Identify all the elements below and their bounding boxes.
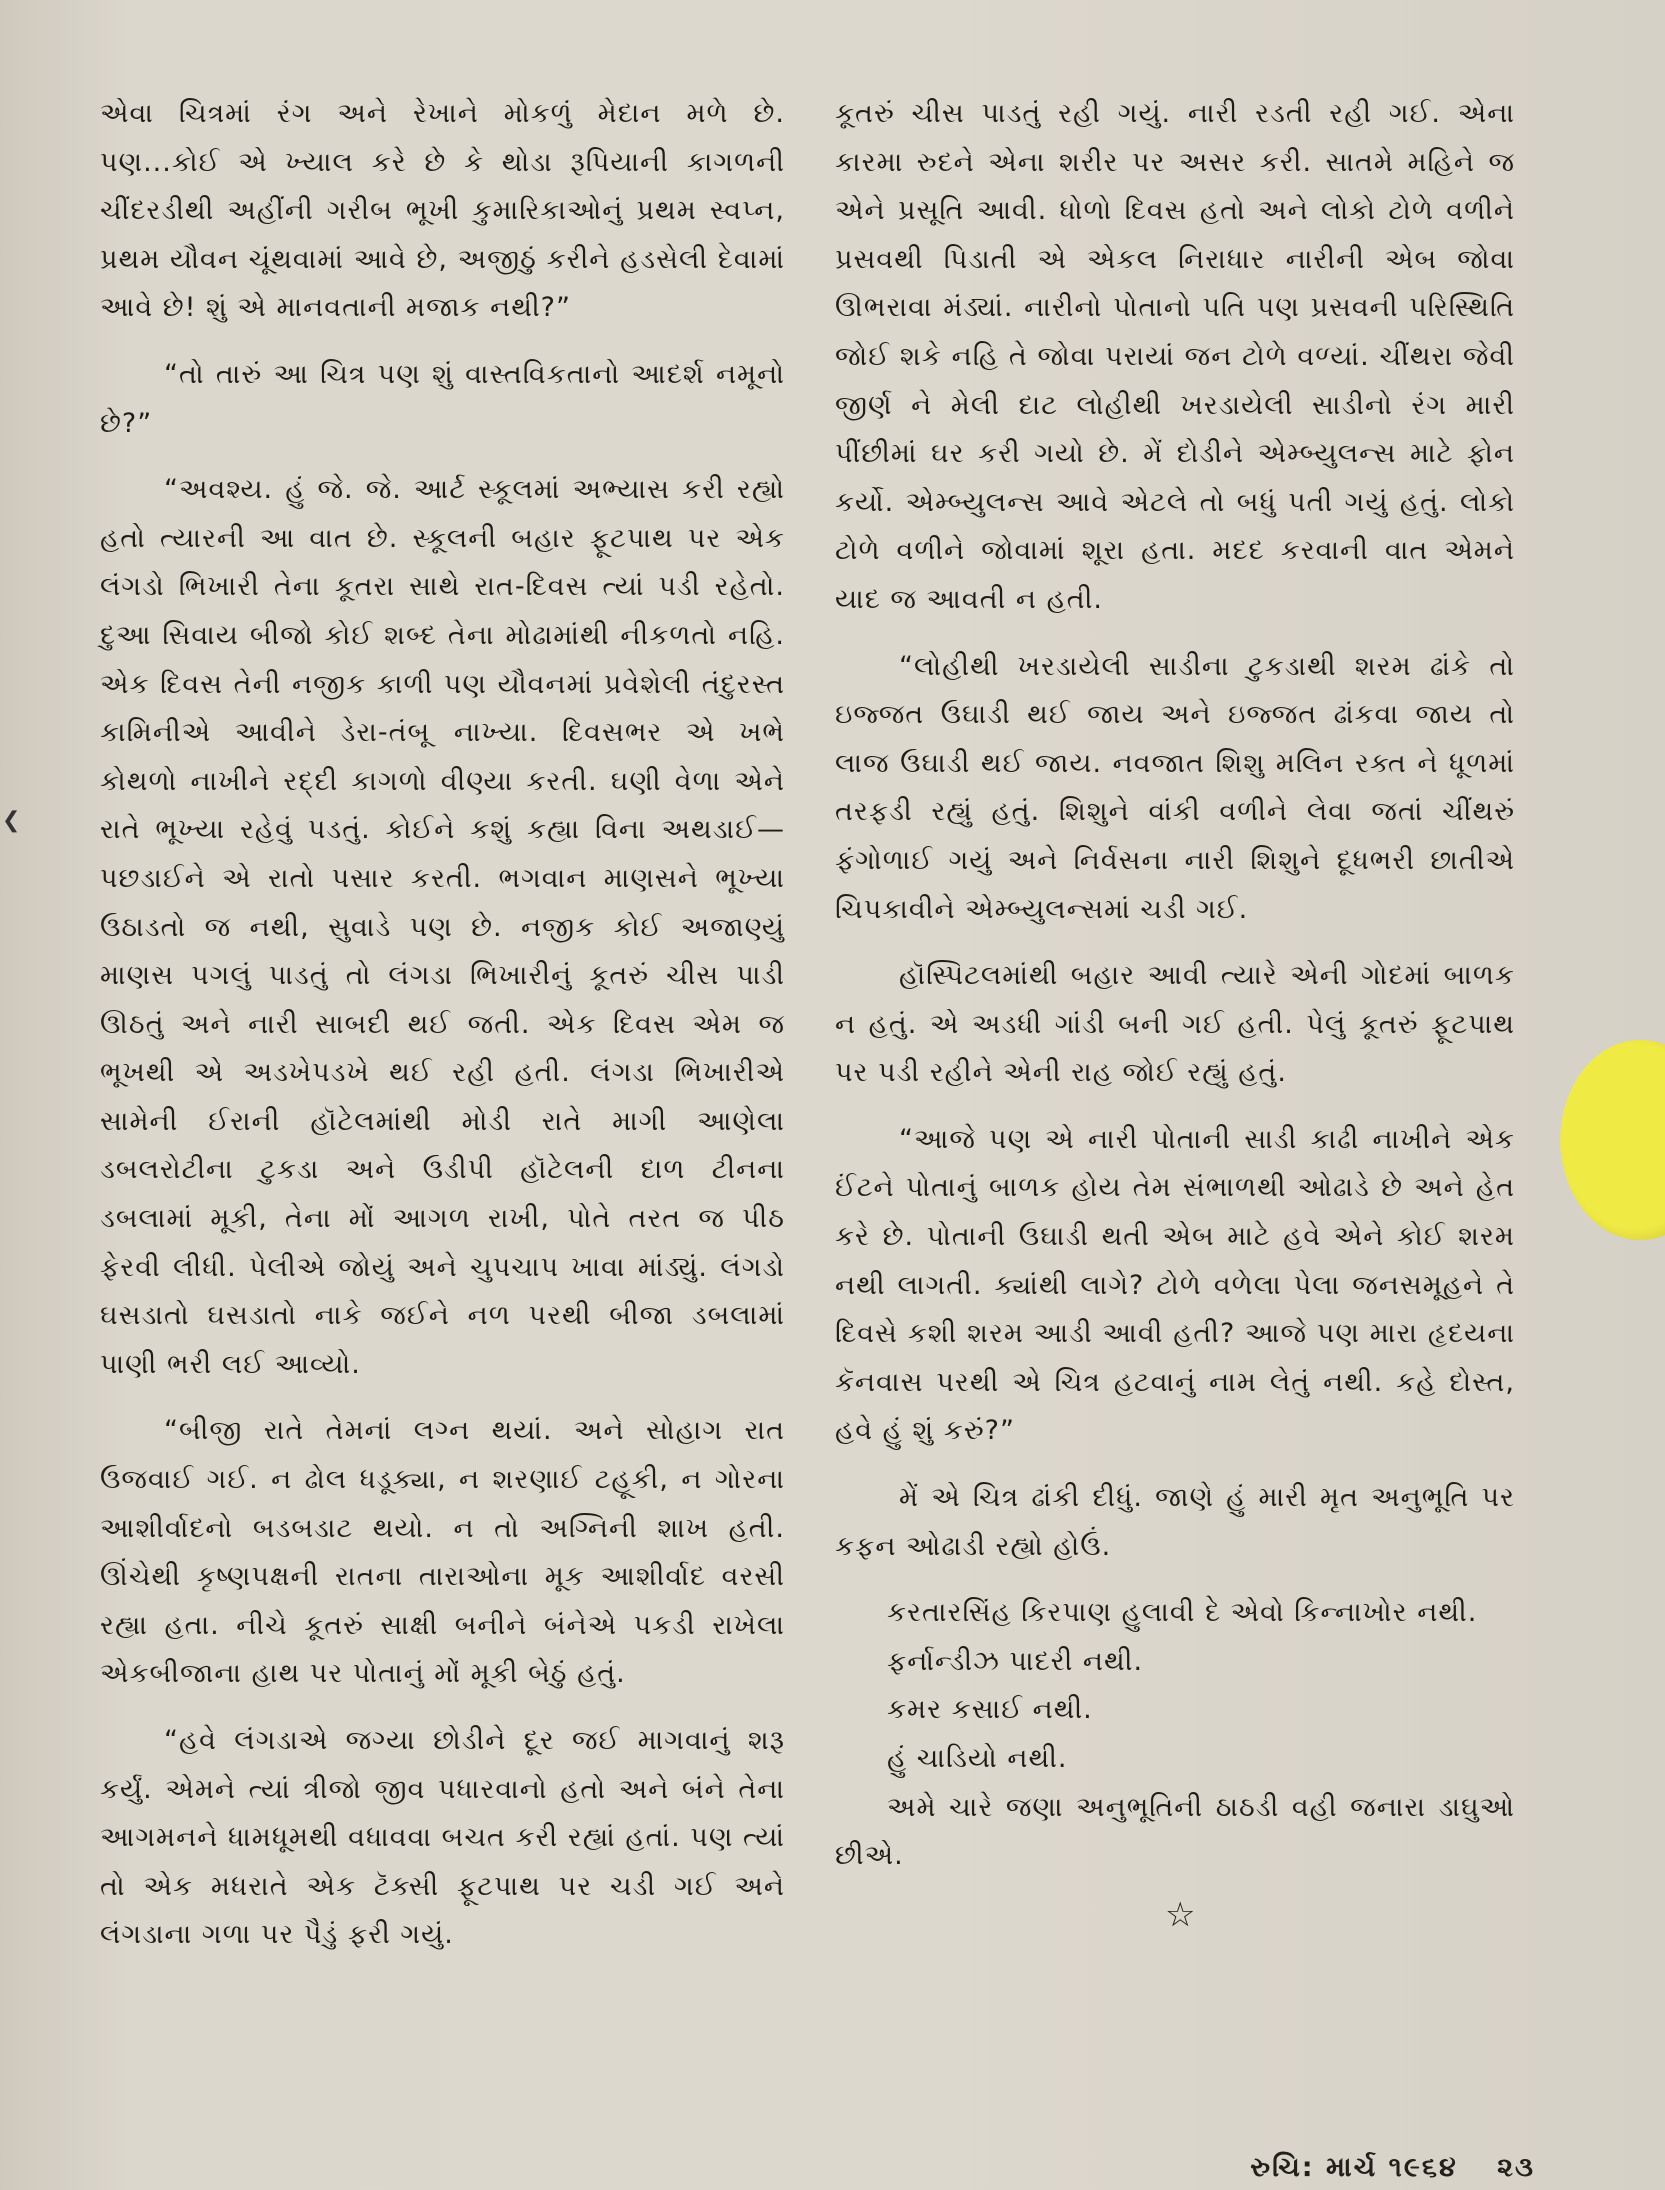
page-edge-mark: ❮: [2, 808, 21, 833]
paragraph-right-1: કૂતરું ચીસ પાડતું રહી ગયું. નારી રડતી રહી ગઈ. એના કારમા રુદને એના શરીર પર અસર કરી. સાતમે મહિને જ એને પ્રસૂતિ આવી. ધોળો દિવસ હતો અને લોકો ટોળે વળીને પ્રસવથી પિડાતી એ એકલ નિરાધાર નારીની એબ જોવા ઊભરાવા મંડ્યાં. નારીનો પોતાનો પતિ પણ પ્રસવની પરિસ્થિતિ જોઈ શકે નહિ તે જોવા પરાયાં જન ટોળે વળ્યાં. ચીંથરા જેવી જીર્ણ ને મેલી દાટ લોહીથી ખરડાયેલી સાડીનો રંગ મારી પીંછીમાં ઘર કરી ગયો છે. મેં દોડીને એમ્બ્યુલન્સ માટે ફોન કર્યો. એમ્બ્યુલન્સ આવે એટલે તો બધું પતી ગયું હતું. લોકો ટોળે વળીને જોવામાં શૂરા હતા. મદદ કરવાની વાત એમને યાદ જ આવતી ન હતી.: [835, 98, 1515, 615]
final-paragraph: અમે ચારે જણા અનુભૂતિની ઠાઠડી વહી જનારા ડાઘુઓ છીએ.: [835, 1791, 1515, 1872]
page-number: ૨૩: [1497, 2152, 1535, 2183]
page-footer: [1250, 2152, 1535, 2184]
closing-line-4: હું ચાડિયો નથી.: [887, 1743, 1068, 1774]
paragraph-left-4: “બીજી રાતે તેમનાં લગ્ન થયાં. અને સોહાગ રાત ઉજવાઈ ગઈ. ન ઢોલ ધડૂક્યા, ન શરણાઈ ટહૂકી, ન ગોરના આશીર્વાદનો બડબડાટ થયો. ન તો અગ્નિની શાખ હતી. ઊંચેથી કૃષ્ણપક્ષની રાતના તારાઓના મૂક આશીર્વાદ વરસી રહ્યા હતા. નીચે કૂતરું સાક્ષી બનીને બંનેએ પકડી રાખેલા એકબીજાના હાથ પર પોતાનું મોં મૂકી બેઠું હતું.: [100, 1415, 785, 1690]
right-column: [835, 90, 1515, 1939]
paragraph-left-1: એવા ચિત્રમાં રંગ અને રેખાને મોકળું મેદાન મળે છે. પણ...કોઈ એ ખ્યાલ કરે છે કે થોડા રૂપિયાની કાગળની ચીંદરડીથી અહીંની ગરીબ ભૂખી કુમારિકાઓનું પ્રથમ સ્વપ્ન, પ્રથમ યૌવન ચૂંથવામાં આવે છે, અજીઠું કરીને હડસેલી દેવામાં આવે છે! શું એ માનવતાની મજાક નથી?”: [100, 98, 785, 324]
magazine-issue: રુચિ: માર્ચ ૧૯૬૪: [1250, 2152, 1458, 2183]
end-star-icon: ☆: [1165, 1894, 1197, 1935]
paragraph-left-3: “અવશ્ય. હું જે. જે. આર્ટ સ્કૂલમાં અભ્યાસ કરી રહ્યો હતો ત્યારની આ વાત છે. સ્કૂલની બહાર ફૂટપાથ પર એક લંગડો ભિખારી તેના કૂતરા સાથે રાત-દિવસ ત્યાં પડી રહેતો. દુઆ સિવાય બીજો કોઈ શબ્દ તેના મોઢામાંથી નીકળતો નહિ. એક દિવસ તેની નજીક કાળી પણ યૌવનમાં પ્રવેશેલી તંદુરસ્ત કામિનીએ આવીને ડેરા-તંબૂ નાખ્યા. દિવસભર એ ખભે કોથળો નાખીને રદ્દી કાગળો વીણ્યા કરતી. ઘણી વેળા એને રાતે ભૂખ્યા રહેવું પડતું. કોઈને કશું કહ્યા વિના અથડાઈ—પછડાઈને એ રાતો પસાર કરતી. ભગવાન માણસને ભૂખ્યા ઉઠાડતો જ નથી, સુવાડે પણ છે. નજીક કોઈ અજાણ્યું માણસ પગલું પાડતું તો લંગડા ભિખારીનું કૂતરું ચીસ પાડી ઊઠતું અને નારી સાબદી થઈ જતી. એક દિવસ એમ જ ભૂખથી એ અડખેપડખે થઈ રહી હતી. લંગડા ભિખારીએ સામેની ઈરાની હૉટેલમાંથી મોડી રાતે માગી આણેલા ડબલરોટીના ટુકડા અને ઉડીપી હૉટેલની દાળ ટીનના ડબલામાં મૂકી, તેના મોં આગળ રાખી, પોતે તરત જ પીઠ ફેરવી લીધી. પેલીએ જોયું અને ચુપચાપ ખાવા માંડ્યું. લંગડો ઘસડાતો ઘસડાતો નાકે જઈને નળ પરથી બીજા ડબલામાં પાણી ભરી લઈ આવ્યો.: [100, 474, 785, 1380]
closing-line-1: કરતારસિંહ કિરપાણ હુલાવી દે એવો કિન્નાખોર નથી.: [887, 1597, 1478, 1629]
paragraph-right-4: “આજે પણ એ નારી પોતાની સાડી કાઢી નાખીને એક ઈંટને પોતાનું બાળક હોય તેમ સંભાળથી ઓઢાડે છે અને હેત કરે છે. પોતાની ઉઘાડી થતી એબ માટે હવે એને કોઈ શરમ નથી લાગતી. ક્યાંથી લાગે? ટોળે વળેલા પેલા જનસમૂહને તે દિવસે કશી શરમ આડી આવી હતી? આજે પણ મારા હૃદયના કૅનવાસ પરથી એ ચિત્ર હટવાનું નામ લેતું નથી. કહે દોસ્ત, હવે હું શું કરું?”: [835, 1123, 1515, 1447]
paragraph-left-2: “તો તારું આ ચિત્ર પણ શું વાસ્તવિકતાનો આદર્શ નમૂનો છે?”: [100, 358, 785, 439]
closing-line-2: ફર્નાન્ડીઝ પાદરી નથી.: [887, 1645, 1144, 1677]
paragraph-left-5: “હવે લંગડાએ જગ્યા છોડીને દૂર જઈ માગવાનું શરૂ કર્યું. એમને ત્યાં ત્રીજો જીવ પધારવાનો હતો અને બંને તેના આગમનને ધામધૂમથી વધાવવા બચત કરી રહ્યાં હતાં. પણ ત્યાં તો એક મધરાતે એક ટૅક્સી ફૂટપાથ પર ચડી ગઈ અને લંગડાના ગળા પર પૈડું ફરી ગયું.: [100, 1725, 785, 1951]
closing-line-3: કમર કસાઈ નથી.: [887, 1694, 1093, 1726]
paragraph-right-3: હૉસ્પિટલમાંથી બહાર આવી ત્યારે એની ગોદમાં બાળક ન હતું. એ અડધી ગાંડી બની ગઈ હતી. પેલું કૂતરું ફૂટપાથ પર પડી રહીને એની રાહ જોઈ રહ્યું હતું.: [835, 960, 1515, 1089]
paragraph-right-5: મેં એ ચિત્ર ઢાંકી દીધું. જાણે હું મારી મૃત અનુભૂતિ પર કફન ઓઢાડી રહ્યો હોઉં.: [835, 1482, 1515, 1562]
left-column: [100, 90, 785, 1978]
paragraph-right-2: “લોહીથી ખરડાયેલી સાડીના ટુકડાથી શરમ ઢાંકે તો ઇજ્જત ઉઘાડી થઈ જાય અને ઇજ્જત ઢાંકવા જાય તો લાજ ઉઘાડી થઈ જાય. નવજાત શિશુ મલિન રક્ત ને ધૂળમાં તરફડી રહ્યું હતું. શિશુને વાંકી વળીને લેવા જતાં ચીંથરું ફંગોળાઈ ગયું અને નિર્વસના નારી શિશુને દૂધભરી છાતીએ ચિપકાવીને એમ્બ્યુલન્સમાં ચડી ગઈ.: [835, 650, 1515, 925]
